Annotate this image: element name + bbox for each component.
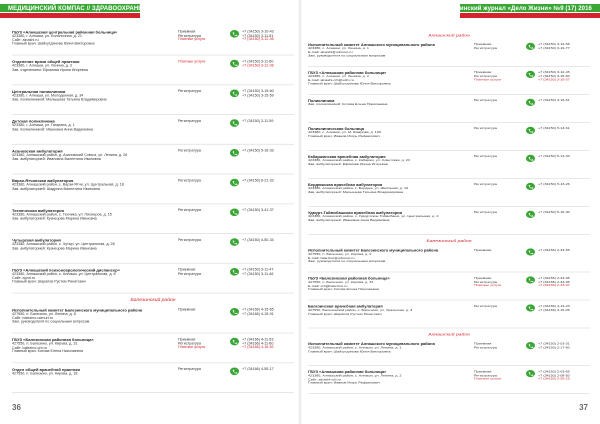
entry-detail: E-mail: alnashi-crb@udm.ru	[308, 78, 354, 82]
phone-number: +7 (34150) 3-15-61	[538, 98, 570, 102]
entry-phones	[538, 127, 590, 131]
entry-detail: 423380, Алнашский район, с. Кабаржи, ул. Советская, д. 24	[308, 158, 410, 162]
entry-divider	[308, 206, 590, 207]
entry-phones	[242, 30, 294, 42]
entry-name: Исполнительный комитет Алнашского муниципального района	[308, 342, 435, 346]
entry-divider	[12, 293, 294, 294]
entry-detail: Главный врач: Шайхутдинова Юлия Викторовна	[308, 82, 391, 86]
entry-roles	[474, 248, 519, 252]
entry-detail: Зав. поликлиникой: Малышева Татьяна Владимировна	[12, 97, 107, 102]
directory-entry	[308, 211, 590, 230]
right-page	[300, 0, 600, 424]
phone-number: +7 (34166) 2-43-55	[538, 248, 570, 252]
entry-phones	[242, 119, 294, 123]
entry-role-label: Приемная	[474, 276, 492, 280]
entry-role-label: Регистратура	[474, 182, 497, 186]
phone-number: +7 (34150) 3-10-43	[242, 30, 274, 34]
entry-detail: Зам. руководителя по социальным вопросам	[308, 259, 386, 263]
entry-roles	[474, 99, 519, 103]
entry-name: ГБУЗ «Балезинская районная больница»	[308, 276, 390, 281]
entry-detail: 423380, с. Алнаши, ул. М. Шаврова, д. 10б	[308, 130, 382, 134]
entry-detail: 423380, г. Алнаши, ул. Гагарина, д. 1	[12, 123, 75, 127]
entry-divider	[308, 365, 590, 366]
entry-phones	[242, 338, 294, 350]
entry-detail: 423380, Алнашский район, с. Варзи-Ятчи, ул. Центральная, д. 18	[12, 183, 124, 187]
directory-entry	[12, 268, 294, 288]
page-header-title: Медицинский журнал «Дело Жизни» №9 (17) 2016	[439, 6, 592, 12]
entry-role-label: Регистратура	[178, 89, 201, 93]
phone-number: +7 (34166) 2-43-96	[538, 280, 570, 284]
entry-detail: Зам. руководителя по социальным вопросам	[308, 54, 386, 58]
region-title: Алнашский район	[428, 332, 470, 338]
entry-detail: Сайт: alnashi-crb.ru	[308, 377, 341, 381]
entry-detail: Сайт: apnd.ru	[12, 276, 36, 280]
entry-roles	[474, 370, 519, 381]
phone-number: +7 (34166) 4-11-60	[242, 341, 274, 346]
phone-icon	[526, 155, 535, 162]
entry-roles	[178, 119, 223, 123]
entry-divider	[12, 203, 294, 204]
phone-number: +7 (34150) 3-15-59	[242, 93, 274, 97]
entry-divider	[308, 393, 590, 394]
phone-number: +7 (34166) 4-11-53	[242, 337, 274, 342]
phone-number: +7 (34150) 5-16-33	[242, 149, 274, 153]
entry-role-label: Приемная	[474, 42, 492, 46]
entry-role-label: Регистратура	[474, 373, 497, 377]
phone-number: +7 (34150) 3-19-77	[538, 46, 570, 50]
entry-roles	[474, 71, 519, 82]
entry-divider	[308, 272, 590, 273]
entry-name: Центральная поликлиника	[12, 89, 66, 94]
entry-role-label: Регистратура	[474, 46, 497, 50]
phone-number: +7 (34150) 3-12-45	[242, 37, 274, 42]
phone-icon	[230, 119, 239, 127]
phone-icon	[230, 367, 239, 375]
entry-role-label: Платные услуги	[474, 377, 502, 381]
entry-name: Варзи-Ятчинская амбулатория	[12, 178, 74, 183]
entry-phones	[538, 370, 590, 381]
phone-icon	[230, 90, 239, 98]
entry-detail: Главный врач: Иванов Игорь Рафаилович	[308, 134, 381, 138]
entry-detail: Зав. амбулаторией: Ивановна Валентина Ивановна	[12, 157, 101, 161]
entry-role-label: Платные услуги	[178, 59, 206, 64]
entry-role-label: Регистратура	[178, 341, 201, 346]
region-title: Балезинский район	[130, 297, 176, 303]
region-title: Балезинский район	[426, 238, 472, 244]
directory-entry	[308, 248, 590, 267]
directory-entry	[12, 119, 294, 139]
entry-divider	[12, 144, 294, 145]
entry-name: Отдел общей врачебной практики	[12, 367, 80, 372]
entry-divider	[12, 333, 294, 334]
entry-name: Детская поликлиника	[12, 119, 55, 124]
entry-divider	[308, 94, 590, 95]
entry-divider	[12, 55, 294, 56]
header-band	[300, 0, 600, 22]
entry-role-label: Регистратура	[178, 178, 201, 183]
entry-detail: Зав. амбулаторией: Кузнецова Марина Ивановна	[12, 246, 97, 250]
entry-detail: Главный врач: Котова Елена Николаевна	[12, 349, 83, 354]
directory-entry	[12, 30, 294, 50]
phone-number: +7 (34150) 3-11-59	[242, 119, 274, 123]
entry-role-label: Платные услуги	[178, 37, 206, 42]
directory-entry	[308, 183, 590, 202]
phone-icon	[526, 276, 535, 283]
entry-roles	[474, 304, 519, 308]
phone-icon	[526, 370, 535, 377]
entry-detail: E-mail: balezino@udmnet.ru	[308, 256, 355, 260]
entry-detail: Главный врач: Котова Елена Николаевна	[308, 287, 379, 291]
entry-roles	[178, 308, 223, 312]
entry-roles	[474, 43, 519, 50]
entry-detail: 423380, Алнашский район, д. Асановский Совхоз, ул. Ленина, д. 26	[12, 153, 128, 157]
entry-phones	[538, 276, 590, 287]
directory-entry	[12, 338, 294, 358]
entry-detail: 427550, п. Балезино, ул. Кирова, д. 2	[308, 252, 372, 256]
entry-detail: Зав. амбулаторией: Ивановна Анна Вадимовна	[308, 218, 390, 222]
phone-number: +7 (34150) 3-11-47	[242, 268, 274, 272]
entry-roles	[474, 127, 519, 131]
phone-number: +7 (34150) 3-12-08	[242, 63, 274, 68]
region-title: Алнашский район	[428, 33, 470, 38]
header-red-stripe	[460, 13, 600, 18]
phone-number: +7 (34150) 3-15-60	[538, 74, 570, 78]
entry-role-label: Регистратура	[178, 149, 201, 153]
entry-detail: 423380, г. Алнаши, ул. Больничная, д. 21	[12, 34, 82, 38]
entry-name: ГБУЗ «Алнашская центральная районная больница»	[12, 30, 118, 35]
entry-roles	[178, 268, 223, 276]
entry-divider	[12, 114, 294, 115]
entry-phones	[242, 308, 294, 316]
phone-number: +7 (34166) 4-15-05	[538, 308, 570, 312]
phone-number: +7 (34150) 5-13-26	[538, 182, 570, 186]
entry-detail: 423380, Алнашский район, с. Бердюж, ул. Школьная, д. 19	[308, 186, 409, 190]
entry-role-label: Регистратура	[178, 119, 201, 123]
entry-roles	[474, 183, 519, 187]
entry-roles	[178, 238, 223, 242]
header-red-stripe	[0, 13, 140, 18]
phone-number: +7 (34166) 2-43-97	[538, 283, 570, 287]
entry-detail: Зав. отделением: Ефимова Ирина Игоревна	[12, 67, 88, 72]
entry-phones	[538, 99, 590, 103]
entry-divider	[12, 233, 294, 234]
phone-number: +7 (34166) 4-16-52	[242, 345, 274, 349]
phone-icon	[526, 43, 535, 50]
entry-roles	[178, 338, 223, 350]
entry-name: Исполнительный комитет Балезинского муниципального района	[308, 248, 439, 253]
entry-name: Бердюжская врачебная амбулатория	[308, 182, 383, 187]
entry-roles	[474, 211, 519, 215]
entry-detail: Зав. амбулаторией: Ефимова Ирина Игоревна	[308, 162, 388, 166]
entry-role-label: Приемная	[474, 342, 492, 346]
phone-icon	[230, 30, 239, 38]
directory-entry	[12, 308, 294, 328]
entry-detail: Зав. поликлиникой: Котова Елена Николаевна	[308, 102, 388, 106]
directory-entry	[12, 367, 294, 387]
entry-role-label: Приемная	[474, 70, 492, 74]
page-number: 37	[579, 403, 588, 412]
entry-detail: 427550, Балезинский район, с. Балезино, ул. Уральская, д. 3	[308, 308, 413, 312]
entry-detail: Главный врач: Шайхутдинова Юлия Викторовна	[12, 42, 95, 46]
entry-name: Чутырская амбулатория	[12, 238, 61, 243]
entry-divider	[308, 328, 590, 329]
phone-number: +7 (34166) 4-14-23	[538, 304, 570, 308]
entry-name: Исполнительный комитет Алнашского муниципального района	[308, 42, 435, 47]
entry-role-label: Платные услуги	[474, 283, 502, 287]
phone-icon	[526, 248, 535, 255]
entry-detail: Главный врач: Иванов Игорь Рафаилович	[308, 381, 381, 385]
phone-number: +7 (34166) 4-15-65	[242, 307, 274, 312]
entry-detail: 423380, с. Алнаши, ул. Ленина, д. 2	[308, 74, 369, 78]
phone-number: +7 (34150) 3-11-51	[242, 33, 274, 38]
entry-detail: Сайт: balezino.udmurt.ru	[12, 316, 54, 320]
entry-detail: E-mail: alnashi@udmnet.ru	[308, 50, 353, 54]
directory-column	[12, 30, 294, 397]
entry-divider	[308, 300, 590, 301]
directory-entry	[308, 71, 590, 90]
header-band	[0, 0, 300, 22]
entry-phones	[242, 238, 294, 242]
entry-phones	[242, 149, 294, 153]
phone-number: +7 (34150) 3-19-56	[538, 42, 570, 46]
directory-column	[308, 30, 590, 398]
entry-role-label: Регистратура	[474, 280, 497, 284]
entry-phones	[538, 342, 590, 349]
phone-icon	[526, 342, 535, 349]
directory-entry	[12, 60, 294, 80]
directory-entry	[12, 90, 294, 110]
entry-role-label: Платные услуги	[474, 78, 502, 82]
phone-number: +7 (34150) 5-13-33	[538, 154, 570, 158]
entry-divider	[12, 174, 294, 175]
entry-phones	[538, 304, 590, 311]
phone-number: +7 (34150) 3-15-60	[242, 89, 274, 93]
directory-entry	[12, 149, 294, 169]
directory-entry	[12, 209, 294, 229]
entry-phones	[242, 60, 294, 68]
entry-divider	[308, 122, 590, 123]
entry-detail: 427550, п. Балезино, ул. Ленина, д. 8	[12, 312, 76, 316]
entry-role-label: Приемная	[474, 248, 492, 252]
directory-entry	[308, 43, 590, 62]
entry-detail: Сайт: alnashi.ru	[12, 38, 39, 42]
phone-icon	[230, 149, 239, 157]
entry-divider	[12, 362, 294, 363]
directory-entry	[12, 179, 294, 199]
entry-role-label: Регистратура	[178, 208, 201, 212]
phone-number: +7 (34150) 2-03-31	[538, 342, 570, 346]
entry-detail: 423380, Алнашский район, с. Чутыр, ул. Центральная, д. 28	[12, 242, 115, 246]
directory-entry	[308, 276, 590, 295]
entry-phones	[538, 183, 590, 187]
phone-icon	[526, 211, 535, 218]
phone-number: +7 (34150) 2-09-23	[538, 377, 570, 381]
entry-detail: 423380, г. Алнаши, ул. Ленина, д. 3	[12, 64, 72, 68]
page-number: 36	[12, 403, 21, 412]
entry-name: Поликлиника	[308, 98, 335, 103]
entry-detail: 423380, Алнашский район, с. Алнаши, ул. Ленина, д. 1	[308, 346, 402, 350]
entry-phones	[242, 268, 294, 276]
entry-role-label: Платные услуги	[178, 345, 206, 349]
entry-roles	[474, 276, 519, 287]
entry-detail: Зав. поликлиникой: Ивановна Анна Вадимовна	[12, 127, 93, 131]
entry-divider	[12, 84, 294, 85]
entry-detail: Главный врач: Шайхутдинова Юлия Викторовна	[308, 349, 391, 353]
entry-detail: 423380, с. Алнаши, ул. Ленина, д. 1	[308, 46, 369, 50]
entry-phones	[538, 155, 590, 159]
phone-number: +7 (34150) 2-03-65	[538, 370, 570, 374]
entry-detail: Зав. амбулаторией: Малышева Татьяна Владимировна	[308, 190, 404, 194]
entry-detail: 423380, г. Алнаши, ул. Молодежная, д. 34	[12, 93, 84, 98]
entry-role-label: Приемная	[178, 307, 196, 312]
phone-number: +7 (34150) 4-50-34	[242, 238, 274, 242]
phone-icon	[526, 127, 535, 134]
entry-role-label: Регистратура	[474, 154, 497, 158]
entry-phones	[538, 43, 590, 50]
entry-roles	[178, 90, 223, 94]
directory-entry	[308, 127, 590, 146]
phone-number: +7 (34150) 3-11-60	[242, 59, 274, 64]
directory-entry	[308, 304, 590, 323]
phone-number: +7 (34150) 6-21-33	[242, 178, 274, 183]
phone-number: +7 (34150) 5-16-30	[538, 210, 570, 214]
entry-role-label: Регистратура	[474, 210, 497, 214]
entry-divider	[308, 150, 590, 151]
phone-number: +7 (34166) 2-43-95	[538, 276, 570, 280]
entry-roles	[178, 367, 223, 371]
entry-phones	[242, 367, 294, 371]
phone-icon	[230, 60, 239, 68]
entry-role-label: Приемная	[474, 370, 492, 374]
entry-role-label: Регистратура	[178, 238, 201, 242]
entry-name: Техническая амбулатория	[12, 208, 64, 213]
entry-phones	[242, 179, 294, 183]
directory-entry	[308, 99, 590, 118]
entry-roles	[178, 60, 223, 64]
phone-number: +7 (34150) 2-17-60	[538, 345, 570, 349]
entry-detail: 423380, Алнашский район, с. Алнаши, ул. Центральная, д. 6	[12, 272, 116, 276]
phone-icon	[230, 308, 239, 316]
entry-name: ГБУЗ «Балезинская районная больница»	[12, 337, 94, 342]
phone-number: +7 (34150) 3-41-37	[242, 208, 274, 212]
entry-detail: Зав. амбулаторией: Шадрина Валентина Ивановна	[12, 186, 100, 191]
entry-phones	[538, 248, 590, 252]
entry-role-label: Регистратура	[474, 98, 497, 102]
phone-number: +7 (34150) 3-16-57	[538, 78, 570, 82]
phone-icon	[526, 183, 535, 190]
entry-roles	[178, 149, 223, 153]
entry-divider	[12, 263, 294, 264]
directory-entry	[12, 238, 294, 258]
entry-divider	[12, 392, 294, 393]
entry-phones	[538, 71, 590, 82]
entry-name: Асановская амбулатория	[12, 149, 63, 154]
entry-role-label: Регистратура	[474, 304, 497, 308]
phone-icon	[230, 238, 239, 246]
entry-divider	[308, 178, 590, 179]
entry-role-label: Регистратура	[474, 126, 497, 130]
entry-role-label: Приемная	[178, 268, 196, 272]
entry-role-label: Приемная	[178, 337, 196, 342]
phone-number: +7 (34150) 2-08-50	[538, 373, 570, 377]
entry-detail: Главный врач: Шарапов Рустем Ринатович	[12, 280, 86, 284]
entry-role-label: Регистратура	[474, 345, 497, 349]
entry-roles	[178, 179, 223, 183]
entry-detail: Зав. амбулаторией: Кузнецова Марина Ивановна	[12, 216, 97, 221]
phone-number: +7 (34150) 3-11-46	[242, 271, 274, 276]
page-header-title: МЕДИЦИНСКИЙ КОМПАС // ЗДРАВООХРАНЕНИЕ	[8, 6, 156, 12]
entry-roles	[474, 342, 519, 349]
phone-icon	[526, 99, 535, 106]
entry-name: Отделение врача общей практики	[12, 59, 80, 64]
phone-icon	[230, 268, 239, 276]
entry-detail: E-mail: crb@balezino.ru	[308, 284, 348, 288]
entry-detail: 423380, Алнашский район, с. Удмуртские Тоймобаши, ул. Центральная, д. 2	[308, 214, 439, 218]
entry-detail: Зам. руководителя по социальным вопросам	[12, 320, 90, 324]
directory-entry	[308, 370, 590, 389]
phone-icon	[526, 71, 535, 78]
entry-name: Кабаржинская врачебная амбулатория	[308, 154, 386, 159]
entry-name: Исполнительный комитет Балезинского муниципального района	[12, 307, 143, 313]
phone-number: +7 (34166) 4-15-91	[242, 311, 274, 316]
entry-divider	[308, 66, 590, 67]
entry-detail: 427550, п. Балезино, ул. Кирова, д. 18	[12, 371, 78, 376]
phone-number: +7 (34166) 4-55-17	[242, 367, 274, 371]
entry-phones	[538, 211, 590, 215]
entry-name: Балезинская врачебная амбулатория	[308, 304, 383, 309]
entry-detail: 423380, Алнашский район, с. Алнаши, ул. Ленина, д. 2	[308, 374, 402, 378]
phone-icon	[230, 209, 239, 217]
entry-role-label: Регистратура	[178, 367, 201, 371]
entry-role-label: Регистратура	[178, 33, 201, 38]
entry-phones	[242, 209, 294, 213]
entry-divider	[308, 234, 590, 235]
phone-number: +7 (34150) 5-13-61	[538, 126, 570, 130]
phone-icon	[526, 304, 535, 311]
entry-roles	[178, 209, 223, 213]
entry-roles	[474, 155, 519, 159]
entry-role-label: Регистратура	[474, 74, 497, 78]
entry-name: Удмурт-Тоймобашская врачебная амбулатория	[308, 210, 403, 215]
phone-number: +7 (34150) 3-12-45	[538, 70, 570, 74]
entry-name: ГБУЗ «Алнашская районная больница»	[308, 70, 387, 75]
entry-detail: Сайт: balezino-crb.ru	[12, 345, 47, 350]
entry-name: ГБУЗ «Алнашская районная больница»	[308, 370, 387, 374]
entry-detail: Главный врач: Шарапов Рустем Ринатович	[308, 312, 382, 316]
phone-icon	[230, 338, 239, 346]
entry-role-label: Приемная	[178, 30, 196, 34]
directory-entry	[308, 155, 590, 174]
entry-detail: 427550, п. Балезино, ул. Кирова, д. 31	[12, 341, 78, 346]
directory-entry	[308, 342, 590, 361]
entry-role-label: Регистратура	[178, 271, 201, 276]
entry-phones	[242, 90, 294, 98]
entry-detail: 427550, п. Балезино, ул. Кирова, д. 31	[308, 280, 374, 284]
entry-name: Поликлиническая больница	[308, 126, 364, 131]
entry-roles	[178, 30, 223, 42]
entry-name: ГБУЗ «Алнашский психоневрологический диспансер»	[12, 268, 120, 273]
entry-detail: 423380, Алнашский район, с. Техника, ул. Пионеров, д. 15	[12, 212, 112, 217]
phone-icon	[230, 179, 239, 187]
